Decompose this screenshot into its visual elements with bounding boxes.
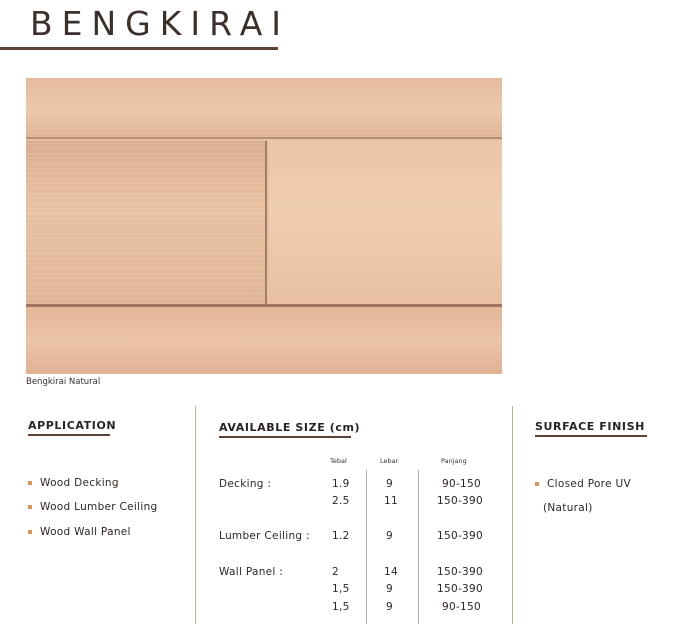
application-item: [28, 477, 119, 489]
size-cell-lebar: 9: [386, 601, 393, 613]
size-cell-lebar: 9: [386, 583, 393, 595]
wood-board-bottom: [26, 307, 502, 374]
size-cell-lebar: 9: [386, 478, 393, 490]
size-cell-tebal: 1,5: [332, 601, 350, 613]
table-divider-1: [366, 470, 367, 624]
surface-heading-rule: [535, 435, 647, 437]
page-title: BENGKIRAI: [30, 4, 291, 43]
wood-board-middle-left: [26, 141, 267, 304]
column-header-panjang: Panjang: [441, 457, 467, 465]
size-cell-panjang: 150-390: [437, 495, 483, 507]
bullet-icon: [28, 530, 32, 534]
wood-board-top: [26, 78, 502, 139]
column-header-tebal: Tebal: [330, 457, 347, 465]
size-cell-panjang: 150-390: [437, 583, 483, 595]
size-cell-tebal: 2: [332, 566, 339, 578]
size-group-label: Wall Panel :: [219, 566, 284, 578]
title-underline: [0, 47, 278, 50]
photo-caption: Bengkirai Natural: [26, 377, 101, 387]
size-cell-tebal: 1.2: [332, 530, 350, 542]
size-cell-tebal: 2.5: [332, 495, 350, 507]
size-cell-panjang: 150-390: [437, 566, 483, 578]
surface-note: (Natural): [543, 502, 593, 514]
application-item-label: Wood Lumber Ceiling: [40, 501, 158, 513]
application-heading: APPLICATION: [28, 419, 117, 432]
bullet-icon: [28, 505, 32, 509]
application-item: [28, 526, 131, 538]
table-divider-2: [418, 470, 419, 624]
size-heading-rule: [219, 436, 351, 438]
bullet-icon: [28, 481, 32, 485]
size-group-label: Decking :: [219, 478, 272, 490]
application-item: [28, 501, 158, 513]
size-cell-lebar: 11: [384, 495, 398, 507]
size-cell-panjang: 150-390: [437, 530, 483, 542]
size-group-label: Lumber Ceiling :: [219, 530, 310, 542]
size-cell-tebal: 1.9: [332, 478, 350, 490]
bullet-icon: [535, 482, 539, 486]
column-divider-left: [195, 406, 196, 624]
wood-sample-photo: [26, 78, 502, 374]
wood-board-middle-right: [269, 141, 502, 304]
size-heading: AVAILABLE SIZE (cm): [219, 421, 361, 434]
surface-item: [535, 478, 631, 490]
size-cell-lebar: 9: [386, 530, 393, 542]
size-cell-tebal: 1,5: [332, 583, 350, 595]
application-heading-rule: [28, 434, 110, 436]
column-header-lebar: Lebar: [380, 457, 399, 465]
size-cell-panjang: 90-150: [442, 478, 481, 490]
size-cell-lebar: 14: [384, 566, 398, 578]
column-divider-right: [512, 406, 513, 624]
surface-item-label: Closed Pore UV: [547, 478, 631, 490]
application-item-label: Wood Wall Panel: [40, 526, 131, 538]
size-cell-panjang: 90-150: [442, 601, 481, 613]
application-item-label: Wood Decking: [40, 477, 119, 489]
surface-heading: SURFACE FINISH: [535, 420, 645, 433]
